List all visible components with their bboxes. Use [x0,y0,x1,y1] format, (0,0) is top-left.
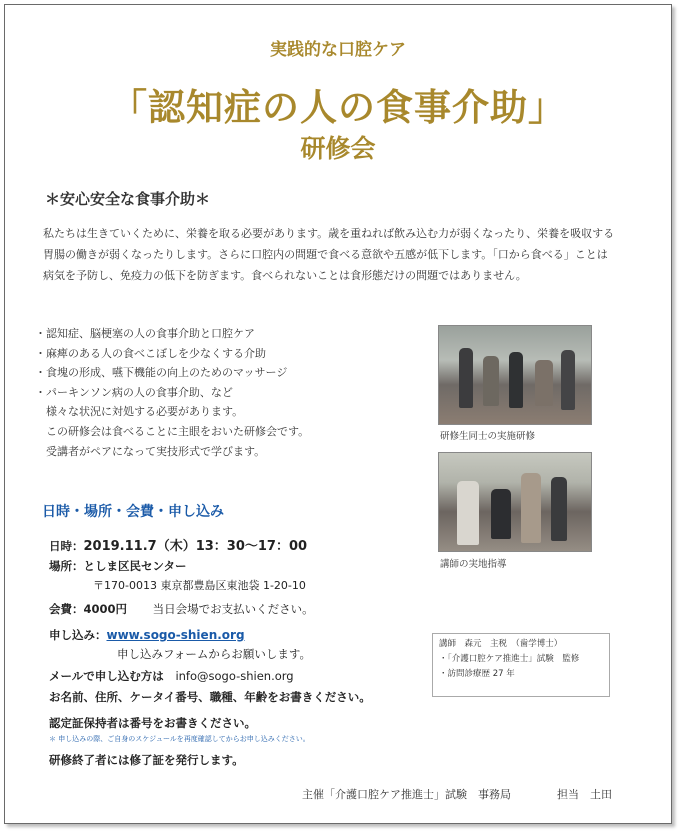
date-value: 2019.11.7（木）13：30〜17：00 [83,539,308,554]
mail-address[interactable]: info@sogo-shien.org [175,669,294,683]
date-row [49,535,307,554]
fee-label: 会費： [49,602,84,616]
lecturer-box [432,633,610,697]
place-value: としま区民センター [83,559,187,573]
place-label: 場所： [49,559,84,573]
list-item: この研修会は食べることに主眼をおいた研修会です。 [35,424,310,438]
fee-value: 4000円 [83,602,128,616]
mail-note: お名前、住所、ケータイ番号、職種、年齢をお書きください。 [49,690,371,704]
website-link[interactable]: www.sogo-shien.org [106,628,245,642]
kicker-title: 実践的な口腔ケア [270,40,406,60]
main-title: 「認知症の人の食事介助」 [110,86,566,129]
intro-paragraph [43,223,643,286]
schedule-small-note: ＊ 申し込みの際、ご自身のスケジュールを再度確認してからお申し込みください。 [49,735,310,743]
list-item: ・認知症、脳梗塞の人の食事介助と口腔ケア [35,327,255,340]
fee-row [49,601,314,617]
list-item: ・食塊の形成、嚥下機能の向上のためのマッサージ [35,366,288,380]
completion-note: 研修終了者には修了証を発行します。 [49,753,244,767]
paragraph-line: 胃腸の働きが弱くなったりします。さらに口腔内の問題で食べる意欲や五感が低下します。「口から食べる」ことは [43,248,608,261]
schedule-heading: 日時・場所・会費・申し込み [42,504,224,520]
photo-caption-2: 講師の実地指導 [440,559,507,570]
paragraph-line: 病気を予防し、免疫力の低下を防ぎます。食べられないことは食形態だけの問題ではありません。 [43,269,527,282]
organizer: 主催「介護口腔ケア推進士」試験 事務局 [302,788,511,801]
bullet-list [35,324,309,461]
mail-row [49,668,294,684]
list-item: ・麻痺のある人の食べこぼしを少なくする介助 [35,346,266,360]
place-row [49,558,187,574]
lecturer-line: ・「介護口腔ケア推進士」試験 監修 [439,654,580,664]
list-item: 様々な状況に対処する必要があります。 [35,405,244,419]
training-photo-2 [438,452,592,552]
training-photo-1 [438,325,592,425]
subtitle: 研修会 [300,134,376,163]
apply-form-note: 申し込みフォームからお願いします。 [117,647,312,661]
date-label: 日時： [49,539,84,553]
apply-label: 申し込み： [49,628,107,642]
list-item: 受講者がペアになって実技形式で学びます。 [35,444,266,458]
apply-row [49,627,245,643]
cert-note: 認定証保持者は番号をお書きください。 [49,716,256,730]
fee-note: 当日会場でお支払いください。 [152,602,314,616]
address: 〒170-0013 東京都豊島区東池袋 1-20-10 [93,579,306,592]
lecturer-line: ・訪問診療歴 27 年 [439,669,515,679]
photo-caption-1: 研修生同士の実施研修 [440,431,536,442]
flyer-frame [4,4,672,824]
lecturer-line: 講師 森元 主税 （歯学博士） [439,639,563,649]
paragraph-line: 私たちは生きていくために、栄養を取る必要があります。歳を重ねれば飲み込む力が弱くなったり、栄養を吸収する [43,227,615,240]
section-heading: ＊安心安全な食事介助＊ [45,190,211,208]
mail-label: メールで申し込む方は [49,669,164,683]
list-item: ・パーキンソン病の人の食事介助、など [35,385,233,399]
contact: 担当 土田 [557,788,612,801]
